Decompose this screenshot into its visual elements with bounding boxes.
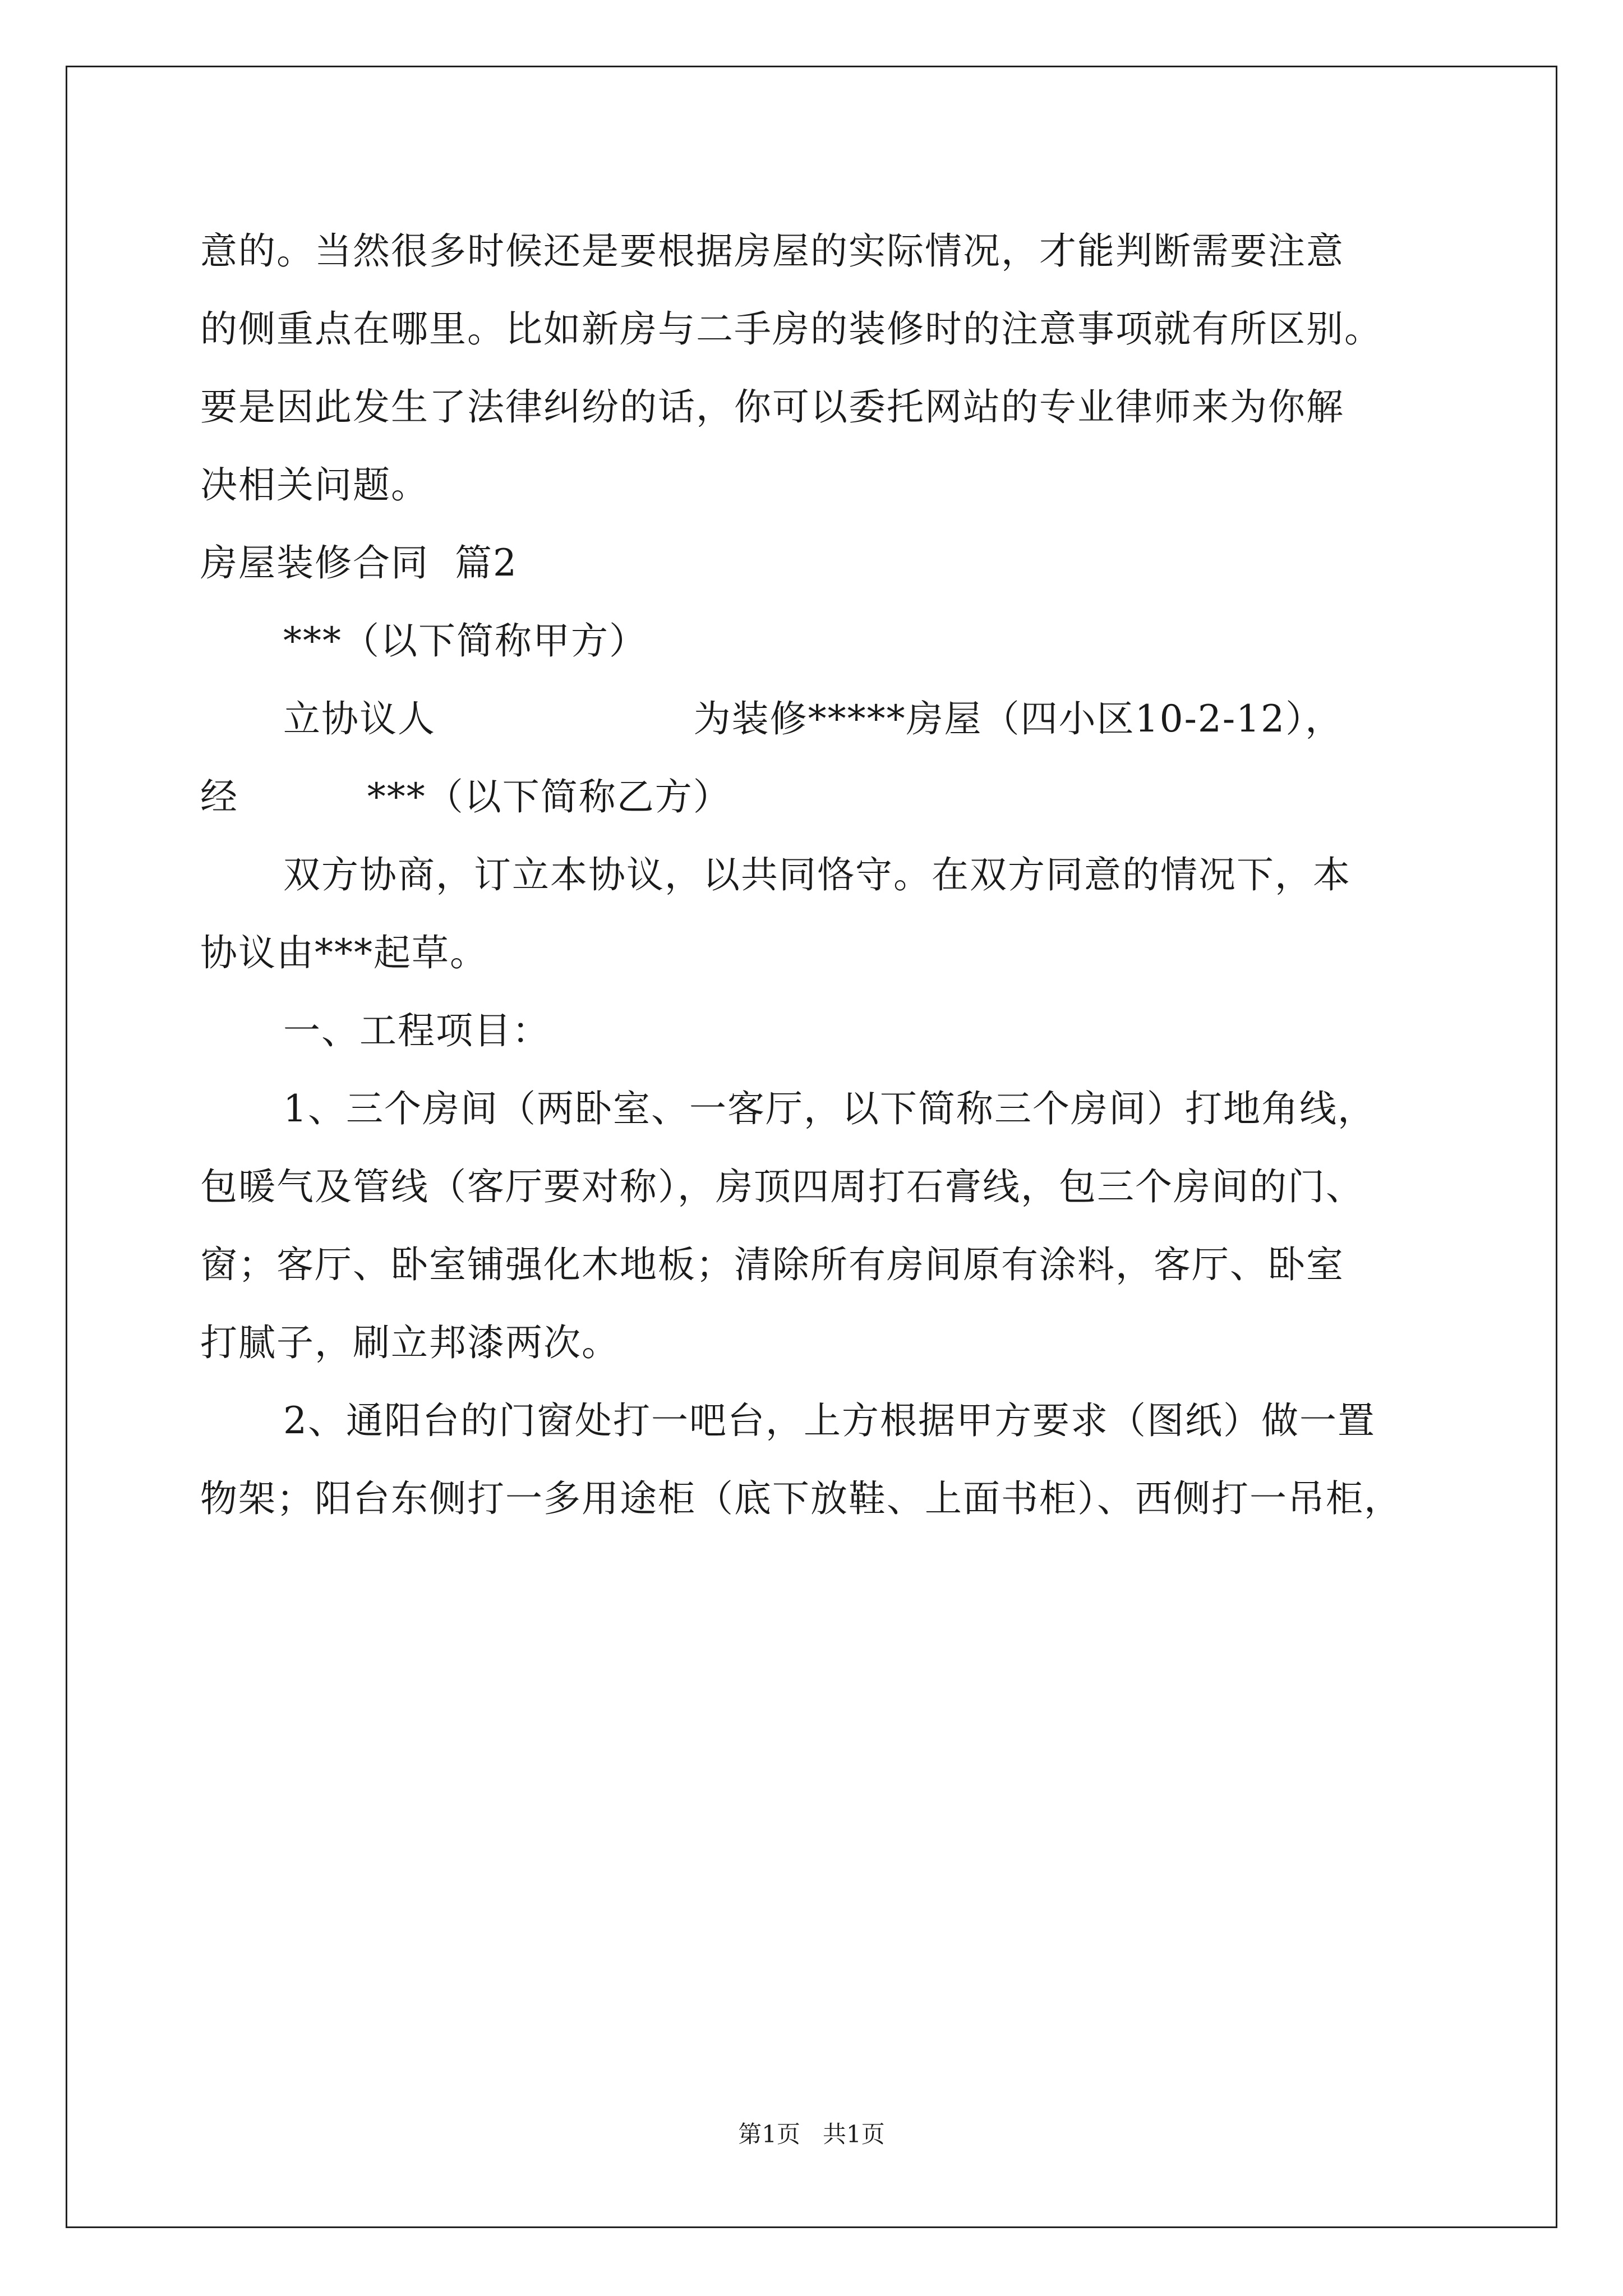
project-heading: 一、工程项目： xyxy=(283,1009,550,1052)
page-footer: 第1页 共1页 xyxy=(738,2120,885,2148)
text-line-2: 的侧重点在哪里。比如新房与二手房的装修时的注意事项就有所区别。 xyxy=(200,307,1382,351)
item-2-line-2: 物架；阳台东侧打一多用途柜（底下放鞋、上面书柜）、西侧打一吊柜， xyxy=(200,1477,1402,1520)
text-line-9: 双方协商，订立本协议，以共同恪守。在双方同意的情况下，本 xyxy=(283,853,1351,896)
text-line-3: 要是因此发生了法律纠纷的话，你可以委托网站的专业律师来为你解 xyxy=(200,385,1344,429)
item-1-line-3: 窗；客厅、卧室铺强化木地板；清除所有房间原有涂料，客厅、卧室 xyxy=(200,1243,1344,1286)
party-b-line: 经 ***（以下简称乙方） xyxy=(200,775,731,818)
text-line-1: 意的。当然很多时候还是要根据房屋的实际情况，才能判断需要注意 xyxy=(200,229,1344,273)
text-line-10: 协议由***起草。 xyxy=(200,931,488,974)
section-heading: 房屋装修合同 篇2 xyxy=(200,541,518,585)
party-a-line: ***（以下简称甲方） xyxy=(283,619,647,662)
item-1-line-4: 打腻子，刷立邦漆两次。 xyxy=(200,1321,620,1364)
agreement-party-line: 立协议人 为装修*****房屋（四小区10-2-12）， xyxy=(283,697,1344,740)
text-line-4: 决相关问题。 xyxy=(200,463,429,507)
item-1-line-2: 包暖气及管线（客厅要对称），房顶四周打石膏线，包三个房间的门、 xyxy=(200,1165,1364,1208)
item-2-line-1: 2、通阳台的门窗处打一吧台，上方根据甲方要求（图纸）做一置 xyxy=(283,1399,1376,1442)
item-1-line-1: 1、三个房间（两卧室、一客厅，以下简称三个房间）打地角线， xyxy=(283,1087,1376,1130)
